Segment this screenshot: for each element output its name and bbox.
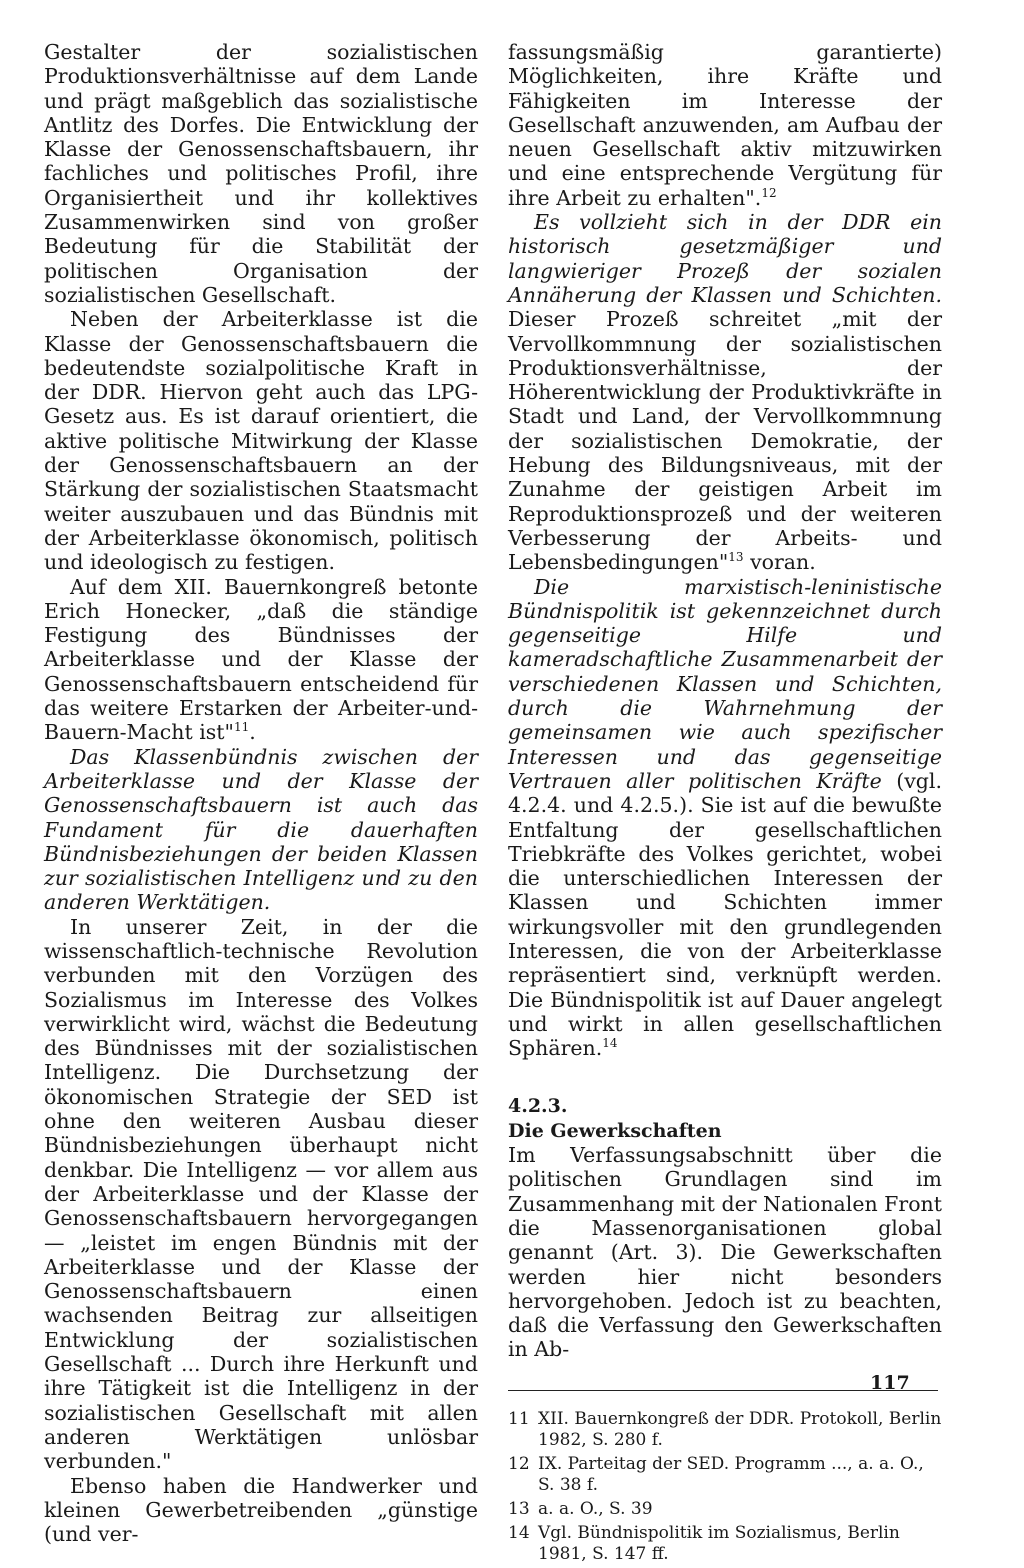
- paragraph-text: (vgl. 4.2.4. und 4.2.5.). Sie ist auf die bewußte Entfaltung der gesellschaftlichen Triebkräfte des Volkes gerichtet, wobei die unterschiedlichen Interessen der Klassen und Schichten immer wirkungsvoller mit den grundlegenden Interessen, die von der Arbeiterklasse repräsentiert sind, verknüpft werden. Die Bündnispolitik ist auf Dauer angelegt und wirkt in allen gesellschaftlichen Sphären.: [508, 768, 943, 1061]
- footnote-text: a. a. O., S. 39: [538, 1498, 653, 1519]
- right-column: [508, 40, 942, 1568]
- paragraph-text: Auf dem XII. Bauernkongreß betonte Erich Honecker, „daß die ständige Festigung des Bündnisses der Arbeiterklasse und der Klasse der Genossenschaftsbauern entscheidend für das weitere Erstarken der Arbeiter-und-Bauern-Macht ist": [44, 574, 478, 745]
- footnote-text: XII. Bauernkongreß der DDR. Protokoll, Berlin 1982, S. 280 f.: [538, 1408, 942, 1450]
- paragraph: [508, 575, 942, 1061]
- section-title: Die Gewerkschaften: [508, 1119, 722, 1142]
- paragraph: [508, 40, 942, 210]
- paragraph: Gestalter der sozialistischen Produktionsverhältnisse auf dem Lande und prägt maßgeblich das sozialistische Antlitz des Dorfes. Die Entwicklung der Klasse der Genossenschaftsbauern, ihr fachliches und politisches Profil, ihre Organisiertheit und ihr kollektives Zusammenwirken sind von großer Bedeutung für die Stabilität der politischen Organisation der sozialistischen Gesellschaft.: [44, 40, 478, 307]
- footnote-ref: 13: [728, 550, 744, 565]
- italic-text: Es vollzieht sich in der DDR ein historisch gesetzmäßiger und langwieriger Prozeß der sozialen Annäherung der Klassen und Schichten.: [508, 210, 942, 307]
- footnote-number: 12: [508, 1453, 530, 1474]
- paragraph: Im Verfassungsabschnitt über die politischen Grundlagen sind im Zusammenhang mit der Nationalen Front die Massenorganisationen global genannt (Art. 3). Die Gewerkschaften werden hier nicht besonders hervorgehoben. Jedoch ist zu beachten, daß die Verfassung den Gewerkschaften in Ab-: [508, 1143, 942, 1362]
- footnote-number: 14: [508, 1522, 530, 1543]
- paragraph-text: .: [249, 720, 256, 745]
- left-column: [44, 40, 478, 1546]
- footnote: [508, 1454, 942, 1496]
- paragraph-text: fassungsmäßig garantierte) Möglichkeiten, ihre Kräfte und Fähigkeiten im Interesse der Gesellschaft anzuwenden, am Aufbau der neuen Gesellschaft aktiv mitzuwirken und eine entsprechende Vergütung für ihre Arbeit zu erhalten".: [508, 40, 942, 210]
- footnote-ref: 14: [602, 1036, 618, 1051]
- footnote-number: 13: [508, 1498, 530, 1519]
- section-number: 4.2.3.: [508, 1095, 568, 1118]
- footnote-text: Vgl. Bündnispolitik im Sozialismus, Berlin 1981, S. 147 ff.: [538, 1522, 900, 1564]
- paragraph: In unserer Zeit, in der die wissenschaftlich-technische Revolution verbunden mit den Vorzügen des Sozialismus im Interesse des Volkes verwirklicht wird, wächst die Bedeutung des Bündnisses mit der sozialistischen Intelligenz. Die Durchsetzung der ökonomischen Strategie der SED ist ohne den weiteren Ausbau dieser Bündnisbeziehungen überhaupt nicht denkbar. Die Intelligenz — vor allem aus der Arbeiterklasse und der Klasse der Genossenschaftsbauern hervorgegangen — „leistet im engen Bündnis mit der Arbeiterklasse und der Klasse der Genossenschaftsbauern einen wachsenden Beitrag zur allseitigen Entwicklung der sozialistischen Gesellschaft ... Durch ihre Herkunft und ihre Tätigkeit ist die Intelligenz in der sozialistischen Gesellschaft mit allen anderen Werktätigen unlösbar verbunden.": [44, 914, 478, 1474]
- footnote: [508, 1499, 942, 1520]
- footnote: [508, 1409, 942, 1451]
- paragraph: Ebenso haben die Handwerker und kleinen Gewerbetreibenden „günstige (und ver-: [44, 1473, 478, 1547]
- footnote-text: IX. Parteitag der SED. Programm ..., a. a. O., S. 38 f.: [538, 1453, 924, 1495]
- footnote-ref: 11: [233, 720, 250, 735]
- footnote-number: 11: [508, 1408, 530, 1429]
- footnote: [508, 1523, 942, 1565]
- italic-text: Das Klassenbündnis zwischen der Arbeiterklasse und der Klasse der Genossenschaftsbauern ist auch das Fundament für die dauerhaften Bündnisbeziehungen der beiden Klassen zur sozialistischen Intelligenz und zu den anderen Werktätigen.: [44, 744, 478, 915]
- page-number: 117: [870, 1372, 910, 1394]
- paragraph: Neben der Arbeiterklasse ist die Klasse der Genossenschaftsbauern die bedeutendste sozialpolitische Kraft in der DDR. Hiervon geht auch das LPG-Gesetz aus. Es ist darauf orientiert, die aktive politische Mitwirkung der Klasse der Genossenschaftsbauern an der Stärkung der sozialistischen Staatsmacht weiter auszubauen und das Bündnis mit der Arbeiterklasse ökonomisch, politisch und ideologisch zu festigen.: [44, 307, 478, 575]
- paragraph-text: voran.: [743, 550, 816, 575]
- italic-text: Die marxistisch-leninistische Bündnispolitik ist gekennzeichnet durch gegenseitige Hilfe und kameradschaftliche Zusammenarbeit der verschiedenen Klassen und Schichten, durch die Wahrnehmung der gemeinsamen wie auch spezifischer Interessen und das gegenseitige Vertrauen aller politischen Kräfte: [508, 574, 942, 793]
- paragraph: [508, 210, 942, 574]
- footnote-ref: 12: [761, 185, 777, 200]
- paragraph: [44, 575, 478, 745]
- paragraph: [44, 745, 478, 915]
- paragraph-text: Dieser Prozeß schreitet „mit der Vervollkommnung der sozialistischen Produktionsverhältnisse, der Höherentwicklung der Produktivkräfte in Stadt und Land, der Vervollkommnung der sozialistischen Demokratie, der Hebung des Bildungsniveaus, mit der Zunahme der geistigen Arbeit im Reproduktionsprozeß und der weiteren Verbesserung der Arbeits- und Lebensbedingungen": [508, 307, 942, 575]
